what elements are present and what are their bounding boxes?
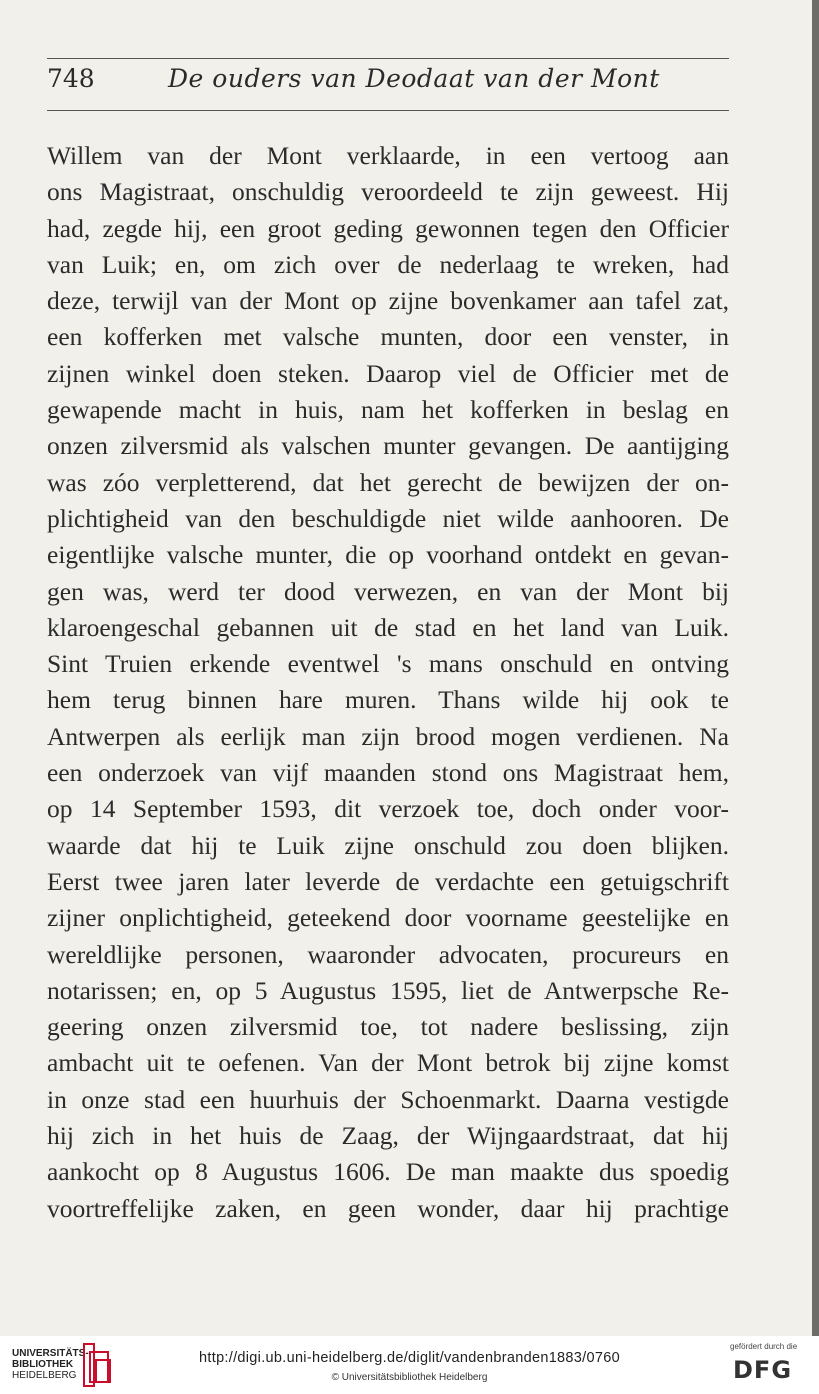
text-line: hem terug binnen hare muren. Thans wilde hij ook te [47, 685, 729, 715]
header-rule-bottom [47, 110, 729, 111]
text-line: zijnen winkel doen steken. Daarop viel de Officier met de [47, 358, 729, 388]
library-name-line: BIBLIOTHEK [12, 1359, 74, 1370]
dfg-logo[interactable]: DFG [733, 1356, 793, 1384]
text-line: voortreffelijke zaken, en geen wonder, daar hij prachtige [47, 1193, 729, 1223]
funded-by-label: gefördert durch die [730, 1342, 798, 1351]
page-number: 748 [47, 64, 95, 93]
text-line: Sint Truien erkende eventwel 's mans onschuld en ontving [47, 649, 729, 679]
running-title: De ouders van Deodaat van der Mont [168, 64, 660, 93]
text-line: op 14 September 1593, dit verzoek toe, doch onder voor- [47, 794, 729, 824]
text-line: was zóo verpletterend, dat het gerecht de bewijzen der on- [47, 467, 729, 497]
text-line: zijner onplichtigheid, geteekend door voorname geestelijke en [47, 903, 729, 933]
text-line: in onze stad een huurhuis der Schoenmarkt. Daarna vestigde [47, 1084, 729, 1114]
page-edge [812, 0, 819, 1336]
text-line: Eerst twee jaren later leverde de verdachte een getuigschrift [47, 866, 729, 896]
footer-bar [0, 1336, 819, 1394]
text-line: waarde dat hij te Luik zijne onschuld zou doen blijken. [47, 830, 729, 860]
text-line: ambacht uit te oefenen. Van der Mont betrok bij zijne komst [47, 1048, 729, 1078]
text-line: hij zich in het huis de Zaag, der Wijngaardstraat, dat hij [47, 1121, 729, 1151]
text-line: onzen zilversmid als valschen munter gevangen. De aantijging [47, 431, 729, 461]
text-line: Antwerpen als eerlijk man zijn brood mogen verdienen. Na [47, 721, 729, 751]
body-text [47, 138, 729, 1227]
header-rule-top [47, 58, 729, 59]
text-line: gewapende macht in huis, nam het kofferken in beslag en [47, 395, 729, 425]
source-url-link[interactable]: http://digi.ub.uni-heidelberg.de/diglit/vandenbranden1883/0760 [199, 1350, 620, 1366]
text-line: eigentlijke valsche munter, die op voorhand ontdekt en gevan- [47, 540, 729, 570]
text-line: een kofferken met valsche munten, door een venster, in [47, 322, 729, 352]
text-line: deze, terwijl van der Mont op zijne bovenkamer aan tafel zat, [47, 286, 729, 316]
text-line: geering onzen zilversmid toe, tot nadere beslissing, zijn [47, 1012, 729, 1042]
library-name-line: UNIVERSITÄTS- [12, 1348, 89, 1359]
library-name-line: HEIDELBERG [12, 1370, 77, 1381]
text-line: aankocht op 8 Augustus 1606. De man maakte dus spoedig [47, 1157, 729, 1187]
text-line: een onderzoek van vijf maanden stond ons Magistraat hem, [47, 758, 729, 788]
text-line: ons Magistraat, onschuldig veroordeeld te zijn geweest. Hij [47, 177, 729, 207]
text-line: Willem van der Mont verklaarde, in een vertoog aan [47, 141, 729, 170]
text-line: plichtigheid van den beschuldigde niet wilde aanhooren. De [47, 503, 729, 533]
text-line: notarissen; en, op 5 Augustus 1595, liet de Antwerpsche Re- [47, 975, 729, 1005]
text-line: klaroengeschal gebannen uit de stad en het land van Luik. [47, 612, 729, 642]
text-line: had, zegde hij, een groot geding gewonnen tegen den Officier [47, 213, 729, 243]
copyright-notice: © Universitätsbibliothek Heidelberg [331, 1372, 488, 1383]
text-line: van Luik; en, om zich over de nederlaag te wreken, had [47, 249, 729, 279]
text-line: gen was, werd ter dood verwezen, en van der Mont bij [47, 576, 729, 606]
text-line: wereldlijke personen, waaronder advocaten, procureurs en [47, 939, 729, 969]
